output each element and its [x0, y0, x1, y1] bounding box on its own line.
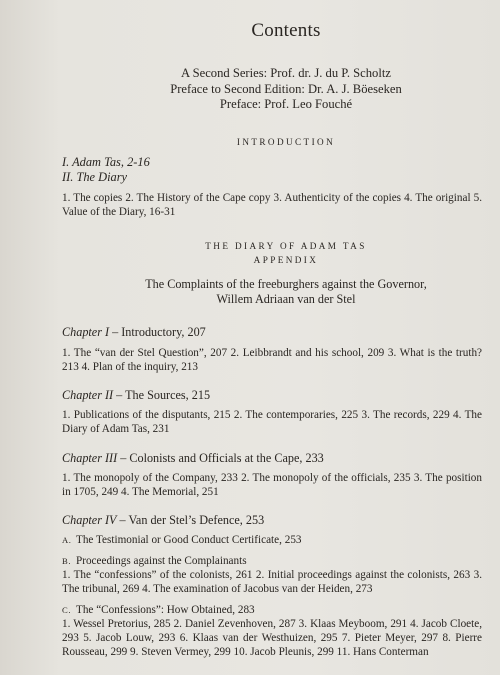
introduction-section	[62, 155, 482, 220]
chapter-title: – Introductory, 207	[109, 325, 206, 340]
chapter-section	[62, 554, 482, 568]
chapter-items: 1. The “van der Stel Question”, 207 2. Leibbrandt and his school, 209 3. What is the truth? 213 4. Plan of the inquiry, 213	[62, 346, 482, 373]
front-matter	[62, 66, 482, 113]
section-items: 1. The “confessions” of the colonists, 261 2. Initial proceedings against the colonists, 263 3. The tribunal, 269 4. The examination of Jacobus van der Heiden, 273	[62, 569, 482, 596]
complaints-title	[62, 277, 482, 307]
chapter-4	[62, 513, 482, 659]
complaints-line: Willem Adriaan van der Stel	[216, 292, 356, 307]
front-matter-line: A Second Series: Prof. dr. J. du P. Scholtz	[181, 66, 391, 80]
section-letter: A.	[62, 535, 72, 546]
chapter-label: Chapter IV	[62, 513, 117, 528]
chapter-1	[62, 325, 482, 374]
complaints-line: The Complaints of the freeburghers against the Governor,	[145, 277, 427, 292]
chapter-title: – The Sources, 215	[113, 387, 211, 402]
front-matter-line: Preface to Second Edition: Dr. A. J. Böeseken	[170, 81, 402, 96]
chapter-label: Chapter I	[62, 325, 110, 340]
chapter-label: Chapter II	[62, 387, 114, 402]
chapter-items: 1. Publications of the disputants, 215 2. The contemporaries, 225 3. The records, 229 4. The Diary of Adam Tas, 231	[62, 409, 482, 436]
diary-heading: THE DIARY OF ADAM TAS	[205, 241, 367, 252]
intro-part-1: I. Adam Tas, 2-16	[62, 154, 150, 169]
page-title: Contents	[251, 20, 321, 41]
chapter-items: 1. The monopoly of the Company, 233 2. The monopoly of the officials, 235 3. The position in 1705, 249 4. The Memorial, 251	[62, 471, 482, 498]
section-items: 1. Wessel Pretorius, 285 2. Daniel Zevenhoven, 287 3. Klaas Meyboom, 291 4. Jacob Cloete, 293 5. Jacob Louw, 293 6. Klaas van der Westhuizen, 295 7. Pieter Meyer, 297 8. Pierre Rousseau, 299 9. Steven Vermey, 299 10. Jacob Pleunis, 299 11. Hans Conterman	[62, 617, 482, 659]
introduction-heading: INTRODUCTION	[236, 136, 336, 147]
chapter-section	[62, 603, 482, 617]
intro-part-2-items: 1. The copies 2. The History of the Cape copy 3. Authenticity of the copies 4. The original 5. Value of the Diary, 16-31	[62, 191, 482, 219]
section-letter: B.	[62, 555, 72, 566]
chapter-heading	[62, 325, 482, 340]
chapter-heading	[62, 451, 482, 466]
chapter-section	[62, 533, 482, 547]
chapter-label: Chapter III	[62, 450, 118, 465]
section-letter: C.	[62, 604, 72, 615]
section-text: The Testimonial or Good Conduct Certificate, 253	[76, 534, 302, 547]
chapter-title: – Van der Stel’s Defence, 253	[116, 513, 265, 528]
chapter-3	[62, 451, 482, 500]
chapter-heading	[62, 388, 482, 403]
chapter-heading	[62, 513, 482, 528]
section-text: Proceedings against the Complainants	[76, 554, 247, 567]
appendix-heading: APPENDIX	[253, 255, 319, 266]
front-matter-line: Preface: Prof. Leo Fouché	[219, 97, 353, 111]
section-text: The “Confessions”: How Obtained, 283	[76, 603, 255, 616]
intro-part-2: II. The Diary	[62, 169, 128, 184]
chapter-title: – Colonists and Officials at the Cape, 233	[117, 450, 324, 465]
chapter-2	[62, 388, 482, 437]
